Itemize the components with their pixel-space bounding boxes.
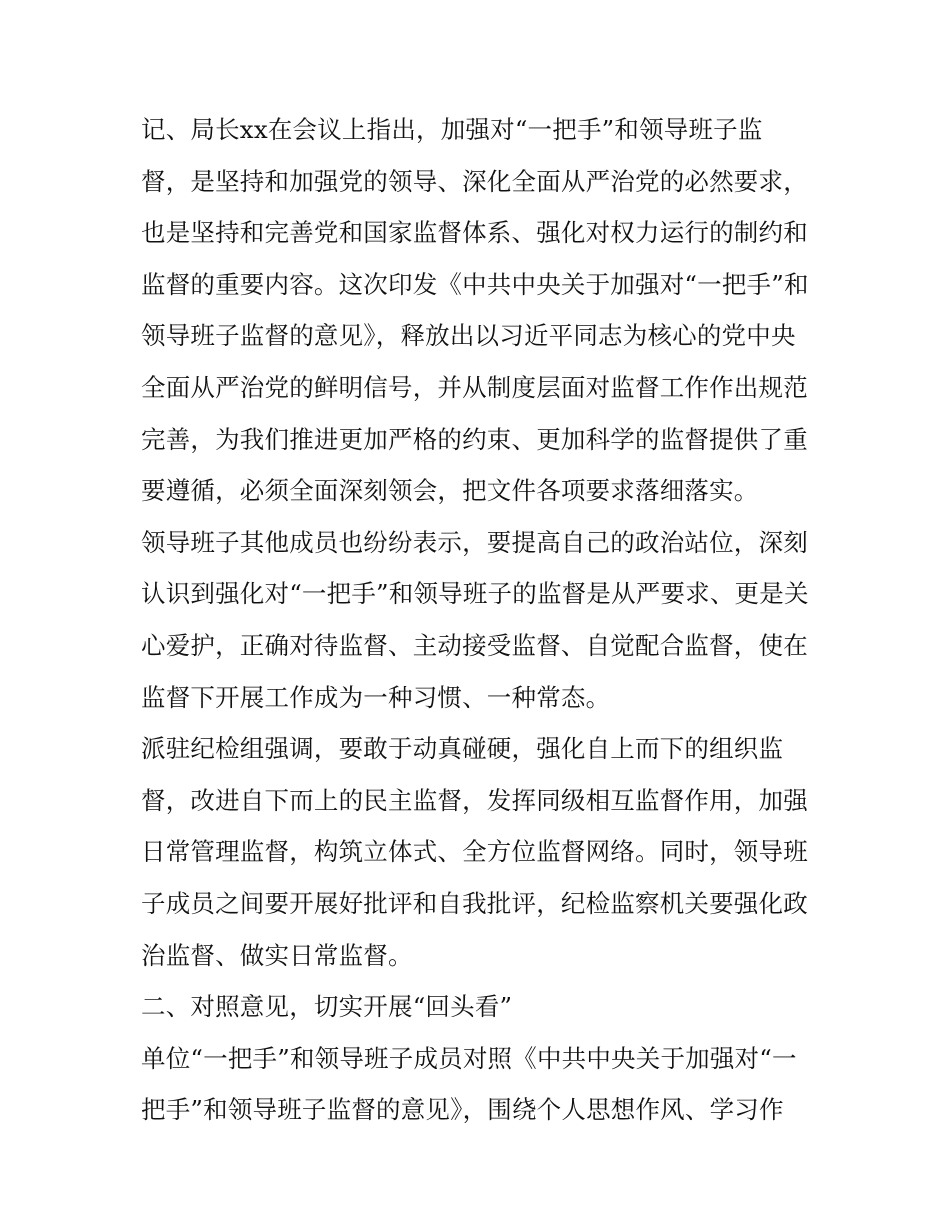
text-line: 领导班子监督的意见》，释放出以习近平同志为核心的党中央 xyxy=(141,321,796,351)
text-line: 督，改进自下而上的民主监督，发挥同级相互监督作用，加强 xyxy=(141,785,808,815)
text-line: 子成员之间要开展好批评和自我批评，纪检监察机关要强化政 xyxy=(141,888,808,918)
text-line: 督，是坚持和加强党的领导、深化全面从严治党的必然要求， xyxy=(141,166,808,196)
text-line: 也是坚持和完善党和国家监督体系、强化对权力运行的制约和 xyxy=(141,218,808,248)
section-heading: 二、对照意见，切实开展“回头看” xyxy=(141,992,513,1022)
text-line: 日常管理监督，构筑立体式、全方位监督网络。同时，领导班 xyxy=(141,837,808,867)
text-line: 完善，为我们推进更加严格的约束、更加科学的监督提供了重 xyxy=(141,424,808,454)
text-line: 全面从严治党的鲜明信号，并从制度层面对监督工作作出规范 xyxy=(141,372,808,402)
text-line: 把手”和领导班子监督的意见》，围绕个人思想作风、学习作 xyxy=(141,1095,784,1125)
text-line: 单位“一把手”和领导班子成员对照《中共中央关于加强对“一 xyxy=(141,1043,797,1073)
text-line: 领导班子其他成员也纷纷表示，要提高自己的政治站位，深刻 xyxy=(141,527,808,557)
document-body xyxy=(141,104,821,1136)
text-line: 心爱护，正确对待监督、主动接受监督、自觉配合监督，使在 xyxy=(141,630,808,660)
text-line: 监督的重要内容。这次印发《中共中央关于加强对“一把手”和 xyxy=(141,269,809,299)
text-line: 认识到强化对“一把手”和领导班子的监督是从严要求、更是关 xyxy=(141,579,809,609)
text-line: 记、局长xx在会议上指出，加强对“一把手”和领导班子监 xyxy=(141,115,763,144)
text-line: 要遵循，必须全面深刻领会，把文件各项要求落细落实。 xyxy=(141,476,759,506)
text-line: 派驻纪检组强调，要敢于动真碰硬，强化自上而下的组织监 xyxy=(141,734,784,764)
text-line: 治监督、做实日常监督。 xyxy=(141,940,413,970)
text-line: 监督下开展工作成为一种习惯、一种常态。 xyxy=(141,682,611,712)
